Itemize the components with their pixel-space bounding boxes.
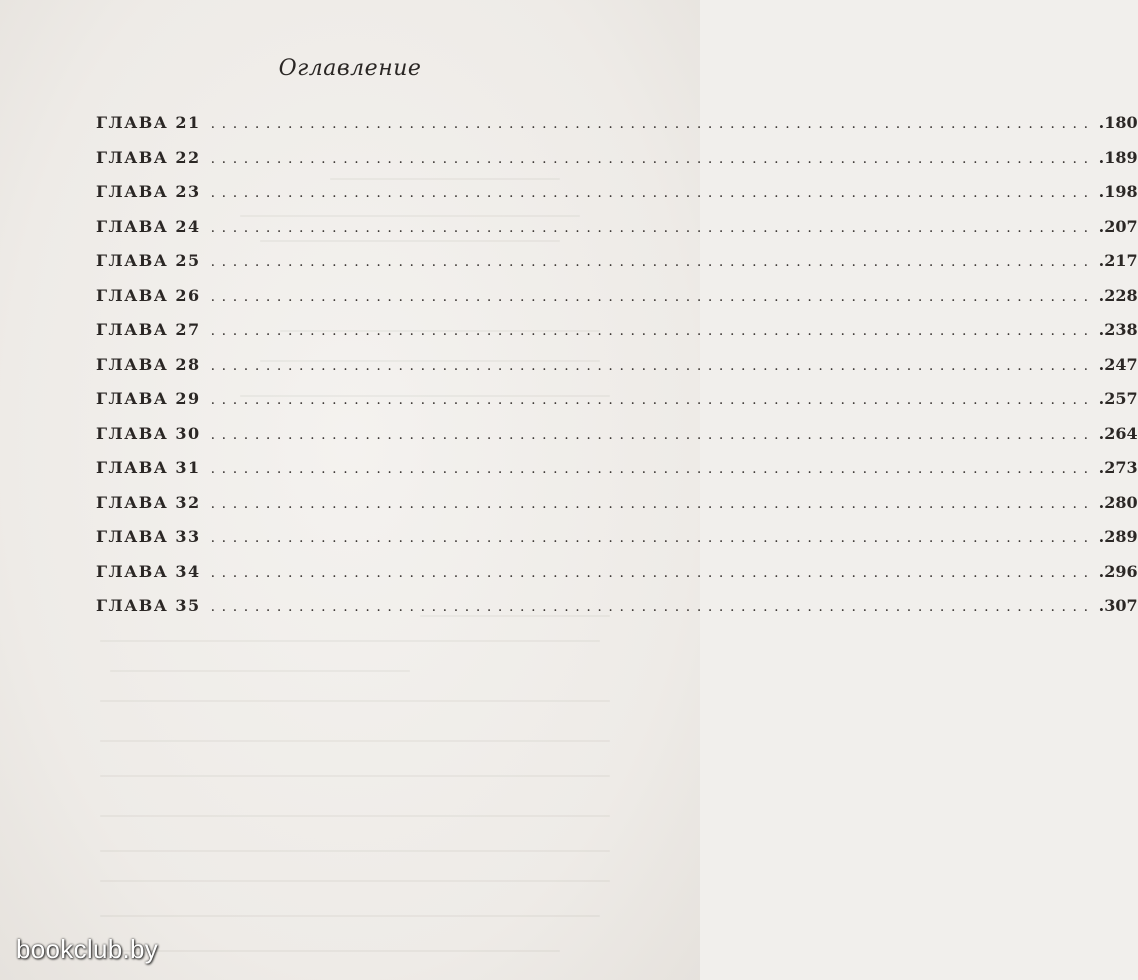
dot-leader: ................................................................................ (210, 357, 1095, 374)
toc-entry (96, 320, 1138, 355)
dot-leader: ................................................................................ (210, 150, 1095, 167)
dot-leader: ................................................................................ (210, 392, 1095, 408)
watermark-text: bookclub.by (16, 934, 159, 964)
page-number: .189 (1098, 147, 1138, 167)
chapter-label: ГЛАВА 28 (96, 354, 201, 374)
dot-leader: ................................................................................ (210, 495, 1095, 512)
page-number: .180 (1098, 113, 1138, 132)
dot-leader: ................................................................................ (210, 219, 1095, 236)
toc-entry (96, 147, 1138, 183)
page-number: .273 (1098, 458, 1138, 477)
chapter-label: ГЛАВА 26 (96, 285, 201, 305)
bleed-through-line (100, 850, 610, 852)
dot-leader: ................................................................................ (210, 599, 1095, 615)
toc-entry (96, 182, 1138, 217)
chapter-label: ГЛАВА 31 (96, 458, 201, 477)
chapter-label: ГЛАВА 33 (96, 527, 201, 546)
bleed-through-line (100, 700, 610, 702)
toc-entry (96, 251, 1138, 286)
bleed-through-line (100, 880, 610, 882)
dot-leader: ................................................................................ (210, 288, 1095, 305)
bleed-through-line (100, 775, 610, 777)
dot-leader: ................................................................................ (210, 116, 1095, 132)
dot-leader: ................................................................................ (210, 564, 1095, 581)
chapter-label: ГЛАВА 23 (96, 182, 201, 201)
toc-entry (96, 285, 1138, 321)
page-number: .217 (1098, 251, 1138, 270)
bleed-through-line (100, 815, 610, 817)
dot-leader: ................................................................................ (210, 461, 1095, 477)
dot-leader: ................................................................................ (210, 530, 1095, 546)
page-number: .228 (1098, 285, 1138, 305)
page-number: .247 (1098, 354, 1138, 374)
toc-entry (96, 458, 1138, 493)
toc-entry (96, 216, 1138, 252)
dot-leader: ................................................................................ (210, 254, 1095, 270)
toc-entry (96, 389, 1138, 424)
page-number: .257 (1098, 389, 1138, 408)
bleed-through-line (100, 915, 600, 917)
page-number: .264 (1098, 423, 1138, 443)
toc-entry (96, 423, 1138, 459)
dot-leader: ................................................................................ (210, 426, 1095, 443)
page-number: .296 (1098, 561, 1138, 581)
bleed-through-line (100, 950, 560, 952)
page-number: .280 (1098, 492, 1138, 512)
dot-leader: ................................................................................ (210, 323, 1095, 339)
chapter-label: ГЛАВА 24 (96, 216, 201, 236)
bleed-through-line (110, 670, 410, 672)
page-number: .307 (1098, 596, 1138, 615)
toc-entry (96, 354, 1138, 390)
toc-entry (96, 492, 1138, 528)
toc-entry (96, 527, 1138, 562)
page-title: Оглавление (278, 56, 422, 81)
chapter-label: ГЛАВА 29 (96, 389, 201, 408)
toc-entry (96, 596, 1138, 631)
chapter-label: ГЛАВА 25 (96, 251, 201, 270)
dot-leader: ................................................................................ (210, 185, 1095, 201)
chapter-label: ГЛАВА 27 (96, 320, 201, 339)
bleed-through-line (100, 640, 600, 642)
chapter-label: ГЛАВА 32 (96, 492, 201, 512)
page-number: .289 (1098, 527, 1138, 546)
chapter-label: ГЛАВА 35 (96, 596, 201, 615)
chapter-label: ГЛАВА 30 (96, 423, 201, 443)
bleed-through-line (100, 740, 610, 742)
chapter-label: ГЛАВА 21 (96, 113, 201, 132)
page-number: .238 (1098, 320, 1138, 339)
toc-entry (96, 561, 1138, 597)
page-number: .198 (1098, 182, 1138, 201)
chapter-label: ГЛАВА 34 (96, 561, 201, 581)
page-number: .207 (1098, 216, 1138, 236)
chapter-label: ГЛАВА 22 (96, 147, 201, 167)
toc-entry (96, 113, 1138, 148)
table-of-contents (96, 113, 1138, 631)
